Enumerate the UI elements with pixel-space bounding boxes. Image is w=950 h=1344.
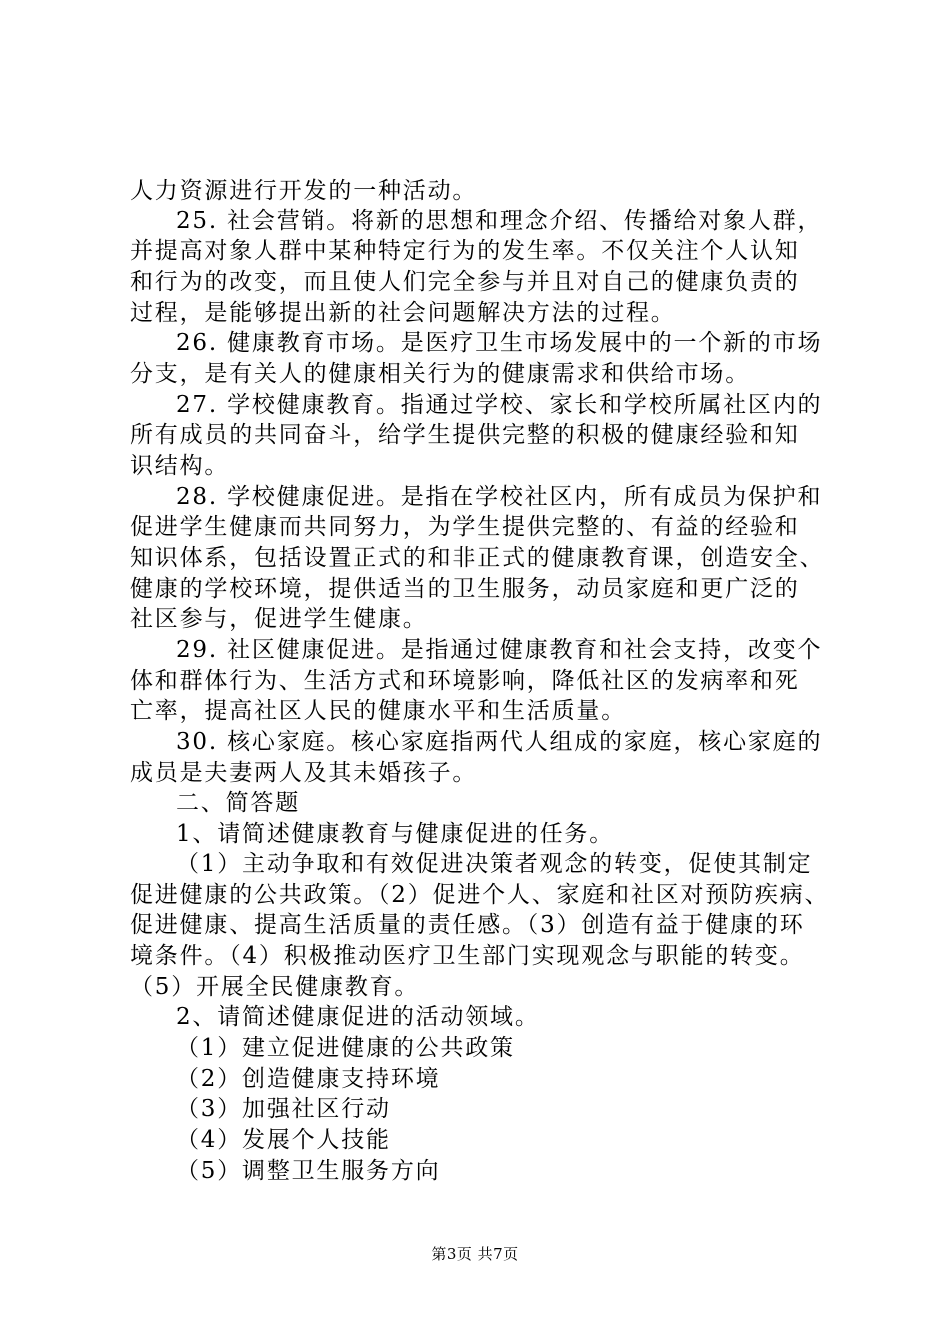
list-item: （3）加强社区行动	[176, 1096, 391, 1122]
text-line: 知识体系，包括设置正式的和非正式的健康教育课，创造安全、	[130, 545, 825, 571]
text-line: 并提高对象人群中某种特定行为的发生率。不仅关注个人认知	[130, 238, 800, 264]
text-line: 健康的学校环境，提供适当的卫生服务，动员家庭和更广泛的	[130, 576, 800, 602]
text-line: 25. 社会营销。将新的思想和理念介绍、传播给对象人群，	[176, 208, 823, 234]
text-line: （1）主动争取和有效促进决策者观念的转变，促使其制定	[176, 851, 813, 877]
text-line: 成员是夫妻两人及其未婚孩子。	[130, 760, 478, 786]
list-item: （1）建立促进健康的公共政策	[176, 1035, 515, 1061]
text-line: 29. 社区健康促进。是指通过健康教育和社会支持，改变个	[176, 637, 823, 663]
list-item: （5）调整卫生服务方向	[176, 1158, 441, 1184]
list-item: （2）创造健康支持环境	[176, 1066, 441, 1092]
section-heading: 二、简答题	[176, 790, 300, 816]
page-number-footer: 第3页 共7页	[431, 1245, 519, 1263]
text-line: 人力资源进行开发的一种活动。	[130, 178, 478, 204]
text-line: 所有成员的共同奋斗，给学生提供完整的积极的健康经验和知	[130, 422, 800, 448]
text-line: 促进健康的公共政策。（2）促进个人、家庭和社区对预防疾病、	[130, 882, 830, 908]
text-line: 社区参与，促进学生健康。	[130, 606, 428, 632]
text-line: 体和群体行为、生活方式和环境影响，降低社区的发病率和死	[130, 668, 800, 694]
question-heading: 2、请简述健康促进的活动领域。	[176, 1004, 540, 1030]
text-line: 促进健康、提高生活质量的责任感。（3）创造有益于健康的环	[130, 912, 805, 938]
text-line: 境条件。（4）积极推动医疗卫生部门实现观念与职能的转变。	[130, 943, 805, 969]
text-line: 识结构。	[130, 453, 230, 479]
list-item: （4）发展个人技能	[176, 1127, 391, 1153]
text-line: 亡率，提高社区人民的健康水平和生活质量。	[130, 698, 626, 724]
question-heading: 1、请简述健康教育与健康促进的任务。	[176, 821, 615, 847]
text-line: 分支，是有关人的健康相关行为的健康需求和供给市场。	[130, 361, 750, 387]
text-line: 28. 学校健康促进。是指在学校社区内，所有成员为保护和	[176, 484, 823, 510]
text-line: 过程，是能够提出新的社会问题解决方法的过程。	[130, 300, 676, 326]
text-line: 30. 核心家庭。核心家庭指两代人组成的家庭，核心家庭的	[176, 729, 823, 755]
text-line: （5）开展全民健康教育。	[130, 974, 420, 1000]
text-line: 促进学生健康而共同努力，为学生提供完整的、有益的经验和	[130, 514, 800, 540]
text-line: 26. 健康教育市场。是医疗卫生市场发展中的一个新的市场	[176, 330, 823, 356]
text-line: 27. 学校健康教育。指通过学校、家长和学校所属社区内的	[176, 392, 823, 418]
text-line: 和行为的改变，而且使人们完全参与并且对自己的健康负责的	[130, 269, 800, 295]
